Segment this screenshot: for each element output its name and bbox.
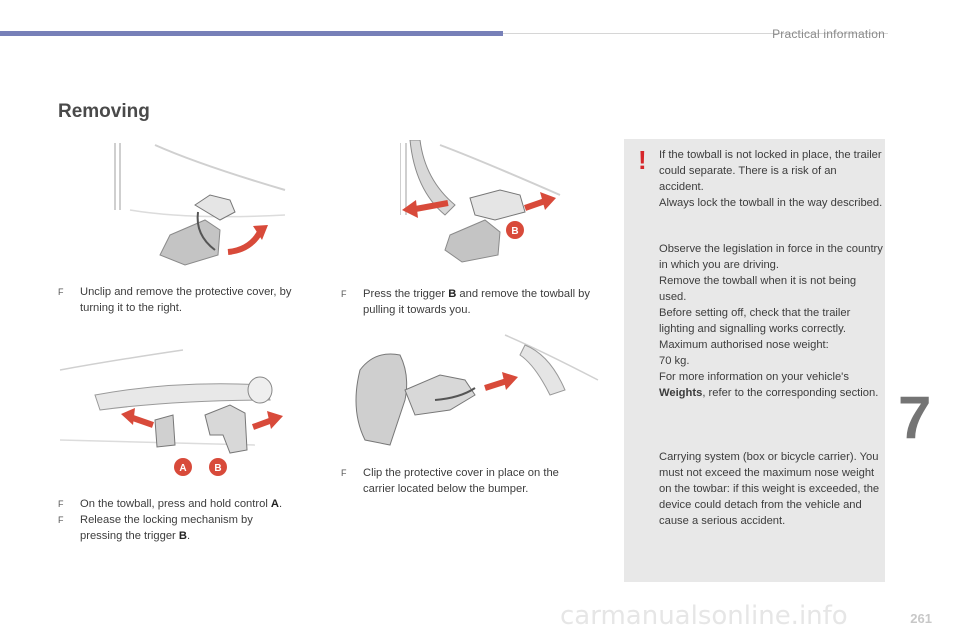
bullet-icon: F: [58, 499, 64, 509]
step-text: On the towball, press and hold control A.: [80, 498, 283, 510]
note-paragraph: Remove the towball when it is not being used.: [659, 275, 857, 303]
step-text: Release the locking mechanism by pressing the trigger B.: [80, 514, 253, 542]
header-title: Practical information: [772, 27, 885, 41]
label-a: A: [179, 463, 187, 474]
note-paragraph: Observe the legislation in force in the country in which you are driving.: [659, 243, 883, 271]
figure-clip-cover: [350, 330, 600, 460]
bullet-icon: F: [58, 287, 64, 297]
header-accent-bar: [0, 31, 503, 36]
section-title: Removing: [58, 101, 150, 122]
label-b: B: [511, 226, 519, 237]
note-paragraph: Always lock the towball in the way described.: [659, 197, 883, 209]
warning-note-box: [624, 139, 885, 582]
step-text: Unclip and remove the protective cover, by turning it to the right.: [80, 286, 292, 314]
figure-release-mechanism: [55, 345, 295, 480]
note-paragraph: Before setting off, check that the trailer lighting and signalling works correctly.: [659, 307, 851, 335]
warning-icon: !: [638, 145, 647, 175]
bullet-icon: F: [341, 289, 347, 299]
page-number: 261: [910, 611, 932, 626]
bullet-icon: F: [58, 515, 64, 525]
step-press-trigger: [341, 286, 603, 318]
label-b-2: B: [214, 463, 222, 474]
note-paragraph: 70 kg.: [659, 355, 690, 367]
watermark: carmanualsonline.info: [560, 601, 848, 631]
note-paragraph: For more information on your vehicle's Weights, refer to the corresponding section.: [659, 371, 879, 399]
step-hold-control: [58, 496, 320, 512]
step-clip-cover: [341, 465, 591, 497]
note-paragraph: Carrying system (box or bicycle carrier). You must not exceed the maximum nose weight on the towbar: if this weight is exceeded, the device could detach from the vehicle and cause a serious accident.: [659, 451, 880, 527]
step-text: Clip the protective cover in place on the carrier located below the bumper.: [363, 467, 559, 495]
step-release-locking: [58, 512, 288, 544]
chapter-number: 7: [898, 384, 932, 451]
step-text: Press the trigger B and remove the towball by pulling it towards you.: [363, 288, 590, 316]
figure-press-trigger: [400, 140, 570, 270]
figure-unclip-cover: [110, 140, 290, 270]
step-unclip-cover: [58, 284, 320, 316]
bullet-icon: F: [341, 468, 347, 478]
note-paragraph: If the towball is not locked in place, the trailer could separate. There is a risk of an accident.: [659, 149, 882, 193]
note-paragraph: Maximum authorised nose weight:: [659, 339, 829, 351]
